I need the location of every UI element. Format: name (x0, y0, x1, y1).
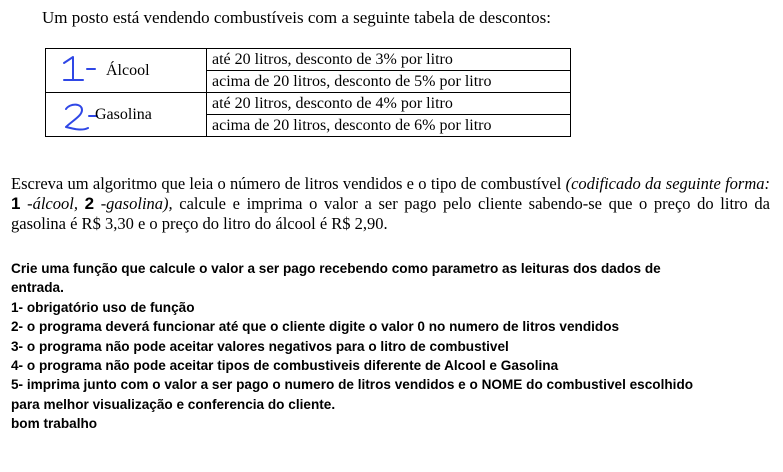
fuel-cell-alcool (46, 49, 207, 93)
instruction-line: bom trabalho (11, 416, 98, 432)
instruction-line: para melhor visualização e conferencia do cliente. (11, 396, 336, 412)
statement-italic: -gasolina), (94, 194, 173, 213)
rule-alcool-1: até 20 litros, desconto de 3% por litro (207, 49, 571, 71)
statement-text: Escreva um algoritmo que leia o número de litros vendidos e o tipo de combustível (11, 174, 566, 193)
instruction-line: Crie uma função que calcule o valor a ser pago recebendo como parametro as leituras dos dados de (11, 261, 661, 276)
problem-statement (11, 174, 770, 234)
table-row (46, 93, 571, 115)
rule-gasolina-1: até 20 litros, desconto de 4% por litro (207, 93, 571, 115)
fuel-name-alcool: Álcool (106, 61, 150, 79)
fuel-cell-gasolina (46, 93, 207, 137)
instruction-line: 1- obrigatório uso de função (11, 299, 195, 315)
table-row (46, 49, 571, 71)
code-2-label: 2 (84, 194, 95, 213)
instruction-line: entrada. (11, 280, 64, 296)
statement-italic: -álcool, (20, 194, 85, 213)
statement-italic: (codificado da seguinte forma: (565, 174, 770, 193)
instruction-line: 4- o programa não pode aceitar tipos de combustiveis diferente de Alcool e Gasolina (11, 358, 559, 374)
rule-gasolina-2: acima de 20 litros, desconto de 6% por litro (207, 115, 571, 137)
handwritten-2-mark (60, 101, 100, 139)
handwritten-2-icon (60, 101, 100, 133)
instruction-line: 5- imprima junto com o valor a ser pago o numero de litros vendidos e o NOME do combustivel escolhido (11, 377, 694, 393)
instruction-line: 2- o programa deverá funcionar até que o cliente digite o valor 0 no numero de litros vendidos (11, 319, 620, 335)
code-1-label: 1 (11, 194, 21, 213)
instructions-block (11, 259, 776, 434)
intro-text: Um posto está vendendo combustíveis com a seguinte tabela de descontos: (42, 8, 551, 27)
statement-text: calcule e imprima o valor a ser pago pelo cliente sabendo-se que o preço do litro da gasolina é R$ 3,30 e o preço do litro do álcool é R$ 2,90. (11, 194, 770, 233)
instruction-line: 3- o programa não pode aceitar valores negativos para o litro de combustivel (11, 338, 509, 354)
discount-table (45, 48, 571, 137)
handwritten-1-icon (61, 54, 97, 84)
rule-alcool-2: acima de 20 litros, desconto de 5% por litro (207, 71, 571, 93)
fuel-name-gasolina: Gasolina (95, 105, 152, 123)
handwritten-1-mark (61, 54, 97, 90)
